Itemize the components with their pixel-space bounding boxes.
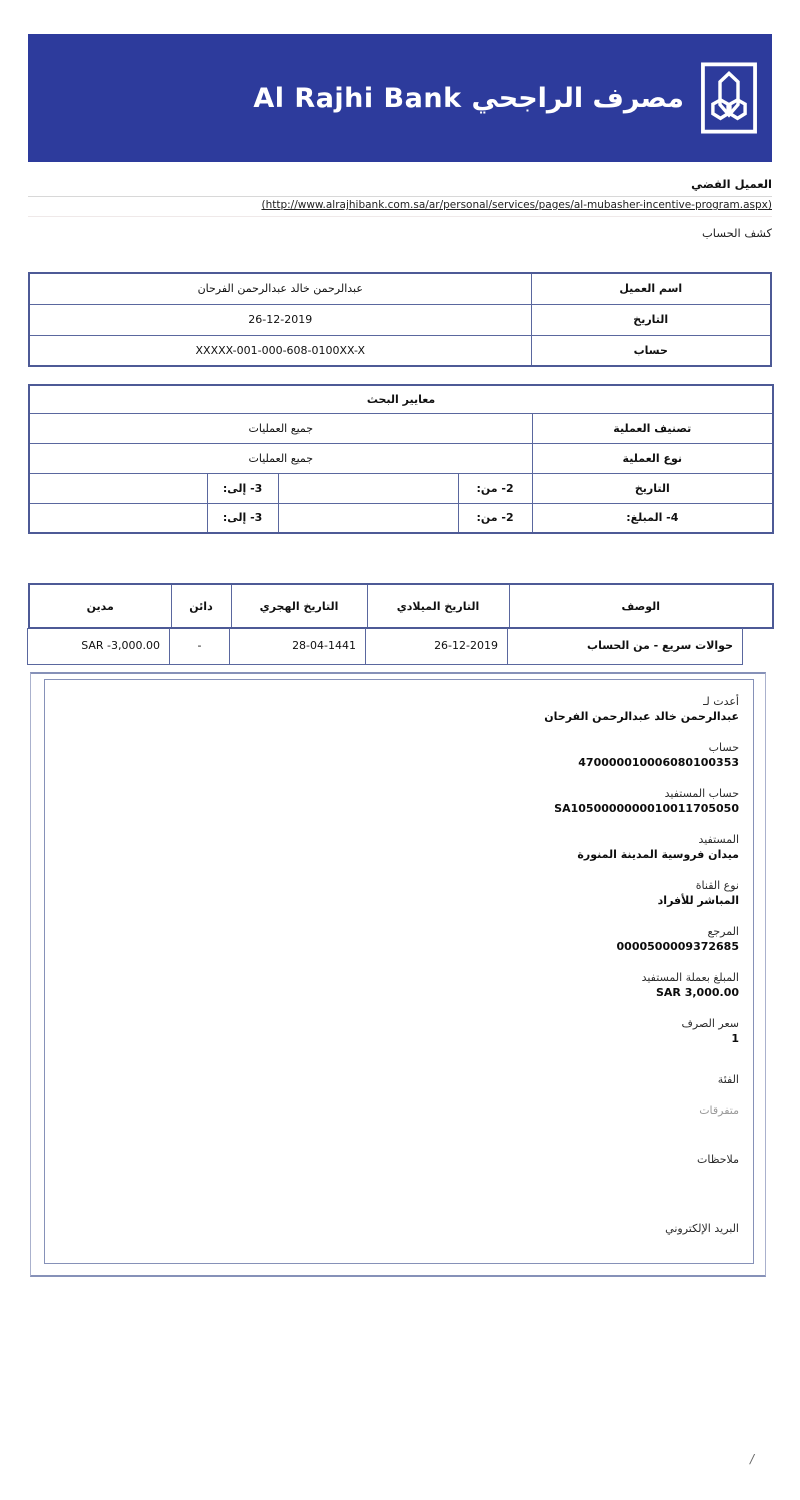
bank-name: Al Rajhi Bank مصرف الراجحي — [253, 82, 684, 114]
detail-value: 1 — [731, 1032, 739, 1045]
row-value: 26-12-2019 — [29, 304, 531, 335]
transaction-credit: - — [170, 628, 230, 664]
bank-identity — [253, 62, 758, 134]
detail-group-account — [59, 740, 739, 770]
table-title-row — [29, 385, 773, 413]
col-description: الوصف — [509, 584, 773, 628]
from-label: 2- من: — [458, 503, 532, 533]
search-criteria-title: معايير البحث — [29, 385, 773, 413]
detail-label: المستفيد — [698, 833, 739, 846]
detail-label: سعر الصرف — [681, 1017, 739, 1030]
detail-label: نوع القناة — [695, 879, 739, 892]
row-value: جميع العمليات — [29, 443, 532, 473]
detail-label: حساب المستفيد — [664, 787, 739, 800]
to-label: 3- إلى: — [207, 503, 278, 533]
col-gregorian-date: التاريخ الميلادي — [367, 584, 509, 628]
transactions-header-table — [28, 583, 774, 629]
from-value — [278, 473, 458, 503]
detail-group-made-for — [59, 694, 739, 724]
transaction-description: حوالات سريع - من الحساب — [508, 628, 743, 664]
detail-label: أعدت لـ — [703, 695, 739, 708]
detail-group-email — [59, 1221, 739, 1236]
detail-group-beneficiary — [59, 832, 739, 862]
divider-line-faint — [28, 216, 772, 217]
detail-value: ميدان فروسية المدينة المنورة — [577, 848, 739, 861]
detail-category-value — [59, 1103, 739, 1118]
col-debit: مدين — [29, 584, 171, 628]
row-label: اسم العميل — [531, 273, 771, 304]
transaction-details-outer — [30, 672, 766, 1277]
to-value — [29, 503, 207, 533]
transactions-header-row — [29, 584, 773, 628]
customer-tier-heading: العميل الفضي — [691, 177, 772, 191]
detail-group-notes — [59, 1152, 739, 1167]
detail-group-category — [59, 1072, 739, 1087]
detail-group-beneficiary-amount — [59, 970, 739, 1000]
row-label: 4- المبلغ: — [532, 503, 773, 533]
transaction-debit: SAR -3,000.00 — [28, 628, 170, 664]
col-hijri-date: التاريخ الهجري — [231, 584, 367, 628]
customer-info-table — [28, 272, 772, 367]
detail-value: 470000010006080100353 — [578, 756, 739, 769]
detail-value: SAR 3,000.00 — [655, 986, 739, 999]
divider-line — [28, 196, 772, 197]
transaction-details-panel — [44, 679, 754, 1264]
table-row — [29, 443, 773, 473]
program-url-line — [28, 199, 772, 211]
page-number-mark: / — [750, 1452, 755, 1466]
row-label: التاريخ — [531, 304, 771, 335]
transaction-hijri-date: 28-04-1441 — [230, 628, 366, 664]
table-row — [29, 335, 771, 366]
row-value: XXXXX-001-000-608-0100XX-X — [29, 335, 531, 366]
detail-group-exchange-rate — [59, 1016, 739, 1046]
category-label: الفئة — [717, 1073, 739, 1086]
statement-title: كشف الحساب — [701, 226, 772, 240]
transaction-row — [28, 628, 743, 664]
row-label: التاريخ — [532, 473, 773, 503]
from-value — [278, 503, 458, 533]
to-label: 3- إلى: — [207, 473, 278, 503]
detail-label: حساب — [708, 741, 739, 754]
table-row — [29, 473, 773, 503]
transactions-row-wrap — [28, 628, 772, 665]
row-label: نوع العملية — [532, 443, 773, 473]
category-value: متفرقات — [699, 1104, 739, 1117]
detail-value: المباشر للأفراد — [657, 894, 739, 907]
al-rajhi-emblem-icon — [700, 62, 758, 134]
detail-value: 0000500009372685 — [616, 940, 739, 953]
table-row — [29, 503, 773, 533]
to-value — [29, 473, 207, 503]
detail-group-channel-type — [59, 878, 739, 908]
detail-value: عبدالرحمن خالد عبدالرحمن الفرحان — [544, 710, 739, 723]
detail-label: المرجع — [707, 925, 739, 938]
search-criteria-table — [28, 384, 774, 534]
from-label: 2- من: — [458, 473, 532, 503]
email-label: البريد الإلكتروني — [665, 1222, 739, 1235]
detail-label: المبلغ بعملة المستفيد — [641, 971, 739, 984]
detail-value: SA1050000000010011705050 — [554, 802, 739, 815]
row-label: تصنيف العملية — [532, 413, 773, 443]
transaction-gregorian-date: 26-12-2019 — [366, 628, 508, 664]
table-row — [29, 413, 773, 443]
incentive-program-link[interactable]: (http://www.alrajhibank.com.sa/ar/personal/services/pages/al-mubasher-incentive-program.aspx) — [261, 199, 772, 211]
bank-header-band — [28, 34, 772, 162]
table-row — [29, 304, 771, 335]
row-value: جميع العمليات — [29, 413, 532, 443]
al-rajhi-logo-icon — [700, 62, 758, 134]
notes-label: ملاحظات — [697, 1153, 739, 1166]
row-label: حساب — [531, 335, 771, 366]
table-row — [29, 273, 771, 304]
row-value: عبدالرحمن خالد عبدالرحمن الفرحان — [29, 273, 531, 304]
detail-group-reference — [59, 924, 739, 954]
detail-group-beneficiary-account — [59, 786, 739, 816]
col-credit: دائن — [171, 584, 231, 628]
transactions-row-table — [27, 628, 743, 665]
